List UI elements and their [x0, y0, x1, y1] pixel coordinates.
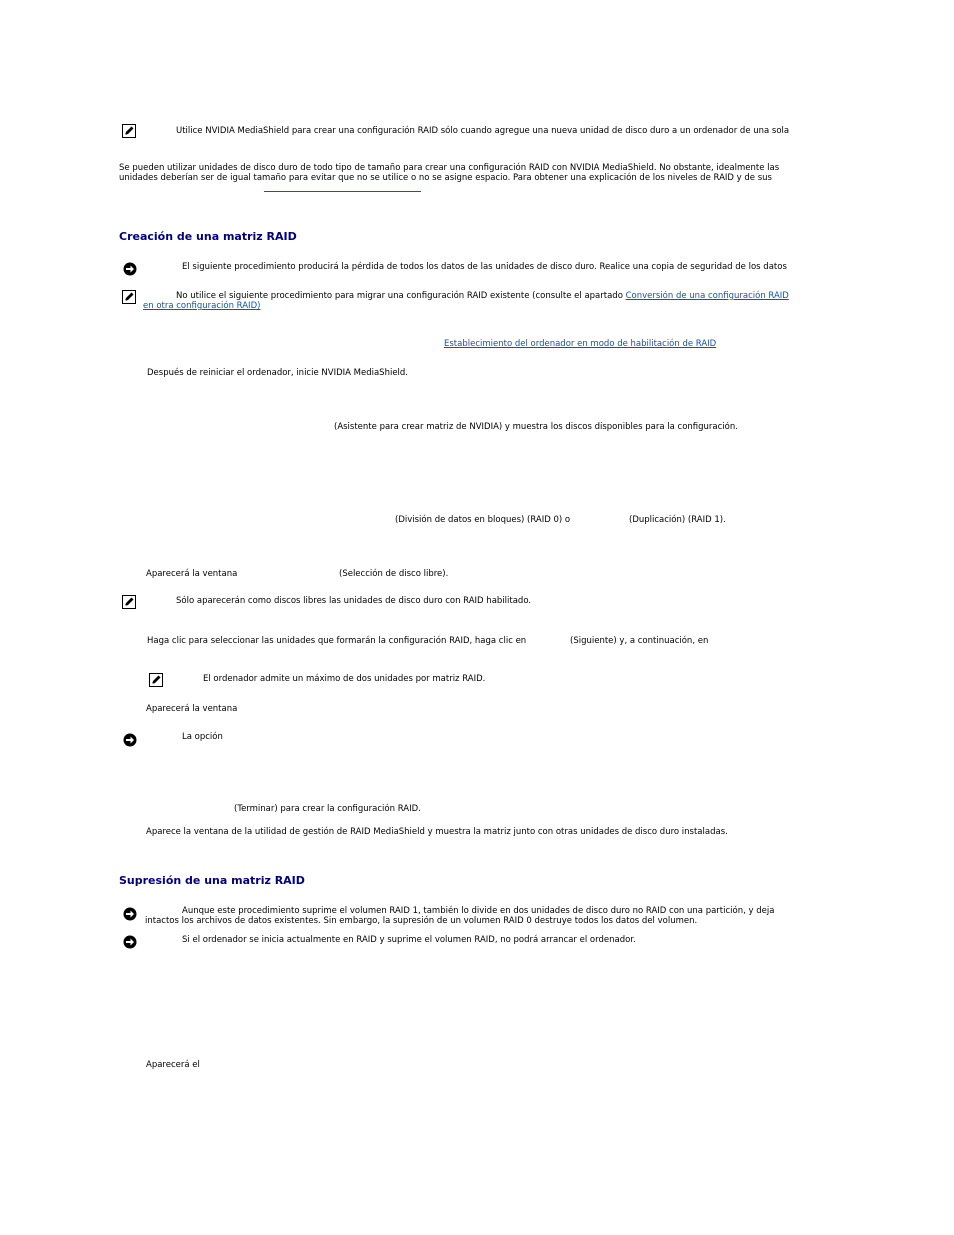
notice-delete-line-1: Aunque este procedimiento suprime el volumen RAID 1, también lo divide en dos unidades de disco duro no RAID con una partición, y deja: [182, 906, 775, 916]
notice-option: La opción: [182, 732, 223, 742]
note-top-text: Utilice NVIDIA MediaShield para crear una configuración RAID sólo cuando agregue una nueva unidad de disco duro a un ordenador de una sola: [176, 126, 790, 136]
notice-arrow-icon: [123, 935, 137, 949]
link-enable-raid[interactable]: Establecimiento del ordenador en modo de habilitación de RAID: [444, 339, 717, 349]
step-window-label: Aparecerá la ventana: [146, 569, 238, 579]
notice-data-loss: El siguiente procedimiento producirá la pérdida de todos los datos de las unidades de disco duro. Realice una copia de seguridad de los datos: [182, 262, 787, 272]
section-title-create-raid: Creación de una matriz RAID: [119, 230, 297, 243]
note-migrate-line-2: [143, 301, 260, 311]
link-convert-raid-cont[interactable]: en otra configuración RAID): [143, 301, 261, 311]
note-free-disks: Sólo aparecerán como discos libres las unidades de disco duro con RAID habilitado.: [176, 596, 532, 606]
step-select-drives: Haga clic para seleccionar las unidades que formarán la configuración RAID, haga clic en: [147, 636, 527, 646]
note-pencil-icon: [149, 673, 163, 687]
link-underline-raid-levels[interactable]: [264, 191, 421, 192]
note-pencil-icon: [122, 595, 136, 609]
step-appears: Aparecerá el: [146, 1060, 200, 1070]
notice-arrow-icon: [123, 733, 137, 747]
notice-arrow-icon: [123, 262, 137, 276]
note-pencil-icon: [122, 124, 136, 138]
note-migrate-text: [176, 291, 789, 301]
intro-line-2: unidades deberían ser de igual tamaño para evitar que no se utilice o no se asigne espacio. Para obtener una explicación de los niveles de RAID y de sus: [119, 173, 772, 183]
step-mirroring: (Duplicación) (RAID 1).: [629, 515, 726, 525]
step-utility-window: Aparece la ventana de la utilidad de gestión de RAID MediaShield y muestra la matriz junto con otras unidades de disco duro instaladas.: [146, 827, 728, 837]
notice-boot-warning: Si el ordenador se inicia actualmente en RAID y suprime el volumen RAID, no podrá arrancar el ordenador.: [182, 935, 636, 945]
step-restart: Después de reiniciar el ordenador, inicie NVIDIA MediaShield.: [147, 368, 409, 378]
link-convert-raid[interactable]: Conversión de una configuración RAID: [625, 291, 789, 301]
note-pencil-icon: [122, 290, 136, 304]
intro-line-1: Se pueden utilizar unidades de disco duro de todo tipo de tamaño para crear una configuración RAID con NVIDIA MediaShield. No obstante, idealmente las: [119, 163, 780, 173]
step-finish: (Terminar) para crear la configuración RAID.: [234, 804, 421, 814]
section-title-delete-raid: Supresión de una matriz RAID: [119, 874, 305, 887]
note-max-drives: El ordenador admite un máximo de dos unidades por matriz RAID.: [203, 674, 486, 684]
notice-delete-line-2: intactos los archivos de datos existentes. Sin embargo, la supresión de un volumen RAID 0 destruye todos los datos del volumen.: [145, 916, 698, 926]
link-enable-raid-mode[interactable]: [444, 339, 716, 349]
step-window-2: Aparecerá la ventana: [146, 704, 238, 714]
notice-arrow-icon: [123, 907, 137, 921]
step-select-next: (Siguiente) y, a continuación, en: [570, 636, 709, 646]
note-migrate-label: No utilice el siguiente procedimiento para migrar una configuración RAID existente (consulte el apartado: [176, 291, 626, 301]
step-wizard: (Asistente para crear matriz de NVIDIA) y muestra los discos disponibles para la configuración.: [334, 422, 738, 432]
step-striping: (División de datos en bloques) (RAID 0) o: [395, 515, 571, 525]
step-free-disk: (Selección de disco libre).: [339, 569, 449, 579]
